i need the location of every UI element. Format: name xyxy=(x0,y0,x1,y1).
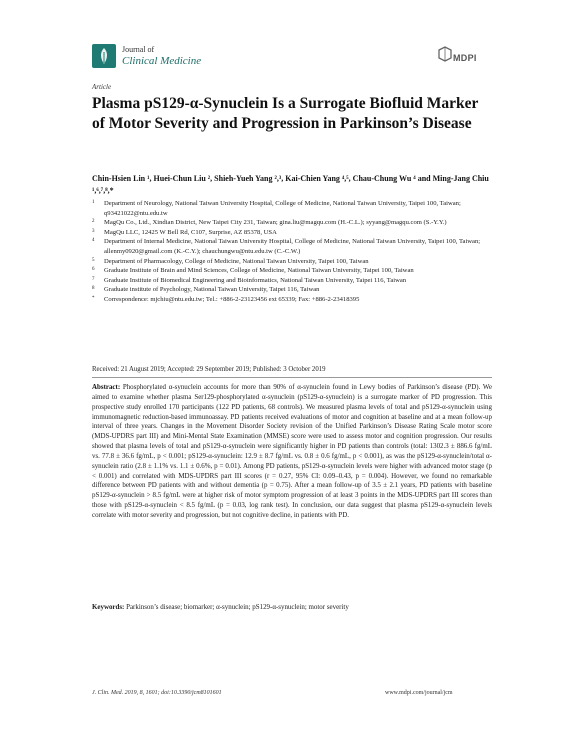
mdpi-icon xyxy=(437,46,453,68)
citation-footer: J. Clin. Med. 2019, 8, 1601; doi:10.3390/jcm8101601 xyxy=(92,690,222,696)
journal-url[interactable]: www.mdpi.com/journal/jcm xyxy=(385,690,453,696)
affiliation-text: MagQu LLC, 12425 W Bell Rd, C107, Surprise, AZ 85378, USA xyxy=(104,228,277,236)
affiliation-text: Graduate institute of Psychology, National Taiwan University, Taipei 116, Taiwan xyxy=(104,286,320,294)
affiliation-text: Graduate Institute of Brain and Mind Sciences, College of Medicine, National Taiwan University, Taipei 100, Taiwan xyxy=(104,267,414,275)
affiliation-number: 4 xyxy=(92,238,95,244)
affiliation-item xyxy=(92,285,492,295)
affiliation-text: Graduate Institute of Biomedical Engineering and Bioinformatics, National Taiwan University, Taipei 116, Taiwan xyxy=(104,276,407,284)
journal-logo-icon xyxy=(92,44,116,68)
journal-name: Clinical Medicine xyxy=(122,55,202,67)
affiliation-number: 3 xyxy=(92,228,95,234)
affiliation-text: Department of Pharmacology, College of Medicine, National Taiwan University, Taipei 100, Taiwan xyxy=(104,257,369,265)
affiliation-number: 6 xyxy=(92,267,95,273)
affiliation-item xyxy=(92,199,492,218)
affiliation-number: 8 xyxy=(92,286,95,292)
keywords xyxy=(92,603,492,611)
author-list: Chin-Hsien Lin ¹, Huei-Chun Liu ², Shieh-Yueh Yang ²,³, Kai-Chien Yang ⁴,⁵, Chau-Chung Wu ⁴ and Ming-Jang Chiu ¹,⁶,⁷,⁸,* xyxy=(92,174,489,195)
affiliation-text: Correspondence: mjchiu@ntu.edu.tw; Tel.: +886-2-23123456 ext 65339; Fax: +886-2-23418395 xyxy=(104,295,360,303)
article-title: Plasma pS129-α-Synuclein Is a Surrogate Biofluid Marker of Motor Severity and Progression in Parkinson’s Disease xyxy=(92,95,479,132)
affiliation-item xyxy=(92,257,492,267)
affiliation-item xyxy=(92,295,492,305)
abstract xyxy=(92,383,492,521)
affiliation-number: 7 xyxy=(92,276,95,282)
affiliation-list xyxy=(92,199,492,305)
keywords-label: Keywords: xyxy=(92,603,125,611)
publication-dates: Received: 21 August 2019; Accepted: 29 September 2019; Published: 3 October 2019 xyxy=(92,366,326,373)
keywords-text: Parkinson’s disease; biomarker; α-synuclein; pS129-α-synuclein; motor severity xyxy=(126,603,349,611)
divider xyxy=(92,377,492,378)
affiliation-item xyxy=(92,237,492,256)
article-type: Article xyxy=(92,83,112,91)
affiliation-number: * xyxy=(92,295,95,301)
abstract-text: Phosphorylated α-synuclein accounts for more than 90% of α-synuclein found in Lewy bodies of Parkinson’s disease (PD). We aimed to examine whether plasma Ser129-phosphorylated α-synuclein (pS129-α-synuclein) is a surrogate marker of PD progression. This prospective study enrolled 170 participants (122 PD patients, 68 controls). We measured plasma levels of total and pS129-α-synuclein using immunomagnetic reduction-based immunoassay. PD patients received evaluations of motor and cognition at baseline and at a mean follow-up interval of three years. Changes in the Movement Disorder Society revision of the Unified Parkinson’s Disease Rating Scale motor score (MDS-UPDRS part III) and Mini-Mental State Examination (MMSE) score were used to assess motor and cognition progression. Our results showed that plasma levels of total and pS129-α-synuclein were significantly higher in PD patients than controls (total: 1302.3 ± 886.6 fg/mL vs. 77.8 ± 36.6 fg/mL, p < 0.001; pS129-α-synuclein: 12.9 ± 8.7 fg/mL vs. 0.8 ± 0.6 fg/mL, p < 0.001), as was the pS129-α-synuclein/total α-synuclein ratio (2.8 ± 1.1% vs. 1.1 ± 0.6%, p = 0.01). Among PD patients, pS129-α-synuclein levels were higher with advanced motor stage (p < 0.001) and correlated with MDS-UPDRS part III scores (r = 0.27, 95% CI: 0.09–0.43, p = 0.004). However, we found no remarkable difference between PD patients with and without dementia (p = 0.75). After a mean follow-up of 3.5 ± 2.1 years, PD patients with baseline pS129-α-synuclein > 8.5 fg/mL were at higher risk of motor symptom progression of at least 3 points in the MDS-UPDRS part III scores than those with pS129-α-synuclein < 8.5 fg/mL (p = 0.03, log rank test). In conclusion, our data suggest that plasma pS129-α-synuclein levels correlate with motor severity and progression, but not cognitive decline, in patients with PD. xyxy=(92,383,493,519)
affiliation-text: MagQu Co., Ltd., Xindian District, New Taipei City 231, Taiwan; gina.liu@magqu.com (H.-C.L.); syyang@magqu.com (S.-Y.Y.) xyxy=(104,219,447,227)
affiliation-text: Department of Neurology, National Taiwan University Hospital, College of Medicine, National Taiwan University, Taipei 100, Taiwan; q93421022@ntu.edu.tw xyxy=(104,200,461,217)
mdpi-logo xyxy=(437,46,483,68)
affiliation-item xyxy=(92,228,492,238)
affiliation-item xyxy=(92,266,492,276)
affiliation-number: 2 xyxy=(92,219,95,225)
affiliation-item xyxy=(92,276,492,286)
publisher-name: MDPI xyxy=(453,53,477,63)
affiliation-number: 1 xyxy=(92,200,95,205)
journal-prefix: Journal of xyxy=(122,45,155,54)
affiliation-text: Department of Internal Medicine, National Taiwan University Hospital, College of Medicine, National Taiwan University, Taipei 100, Taiwan; allenmy0920@gmail.com (K.-C.Y.); chauchungwu@ntu.edu.tw (C.-C.W.) xyxy=(104,238,481,255)
affiliation-number: 5 xyxy=(92,257,95,263)
abstract-label: Abstract: xyxy=(92,383,121,391)
affiliation-item xyxy=(92,218,492,228)
